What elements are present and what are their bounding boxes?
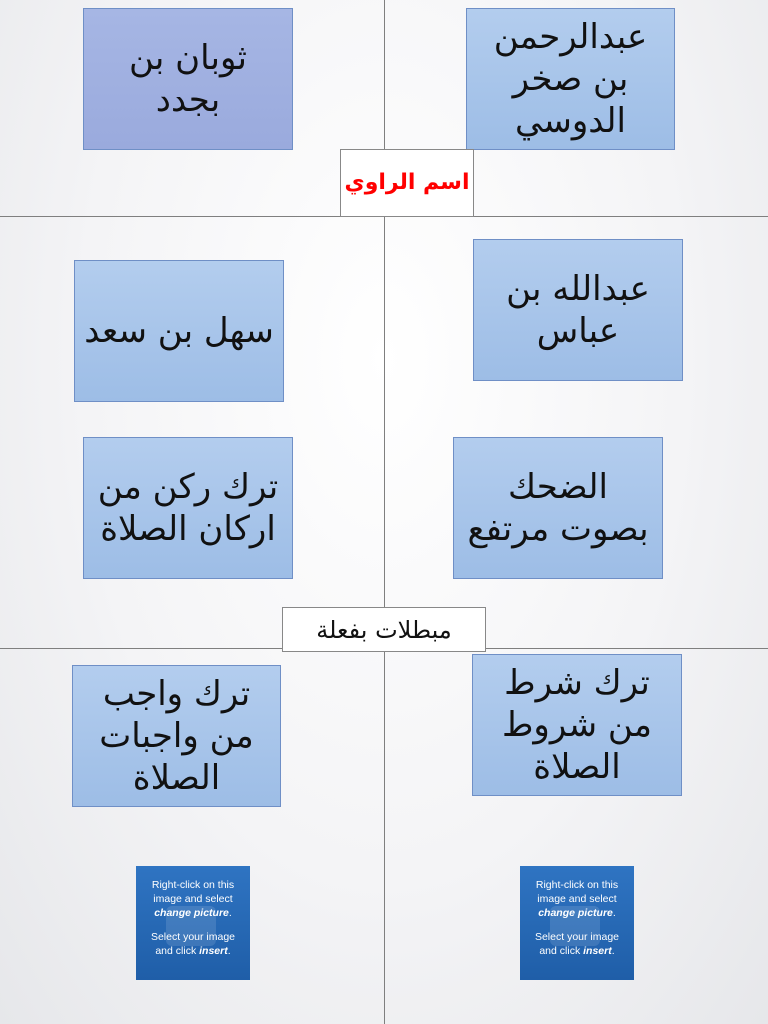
narrator-name: ثوبان بن بجدد xyxy=(129,38,247,120)
invalidator-card-pillar[interactable] xyxy=(83,437,293,579)
invalidator-card-obligation[interactable] xyxy=(72,665,281,807)
invalidators-title-label: مبطلات بفعلة xyxy=(282,607,486,652)
narrator-card-thawban[interactable] xyxy=(83,8,293,150)
narrator-card-abdulrahman[interactable] xyxy=(466,8,675,150)
invalidator-card-condition[interactable] xyxy=(472,654,682,796)
invalidator-text: ترك واجب من واجبات الصلاة xyxy=(99,674,254,798)
picture-placeholder-left[interactable]: Right-click on this image and select change picture. Select your image and click insert. xyxy=(136,866,250,980)
narrator-card-sahl[interactable] xyxy=(74,260,284,402)
invalidator-text: الضحك بصوت مرتفع xyxy=(467,467,649,549)
narrator-name: عبدالله بن عباس xyxy=(506,269,650,351)
narrator-name: سهل بن سعد xyxy=(84,311,274,351)
narrator-title-label: اسم الراوي xyxy=(340,149,474,217)
invalidator-card-laughing[interactable] xyxy=(453,437,663,579)
invalidator-text: ترك ركن من اركان الصلاة xyxy=(97,467,279,549)
picture-placeholder-right[interactable]: Right-click on this image and select change picture. Select your image and click insert. xyxy=(520,866,634,980)
narrator-name: عبدالرحمن بن صخر الدوسي xyxy=(493,17,648,141)
invalidator-text: ترك شرط من شروط الصلاة xyxy=(501,663,652,787)
narrator-card-abdullah[interactable] xyxy=(473,239,683,381)
